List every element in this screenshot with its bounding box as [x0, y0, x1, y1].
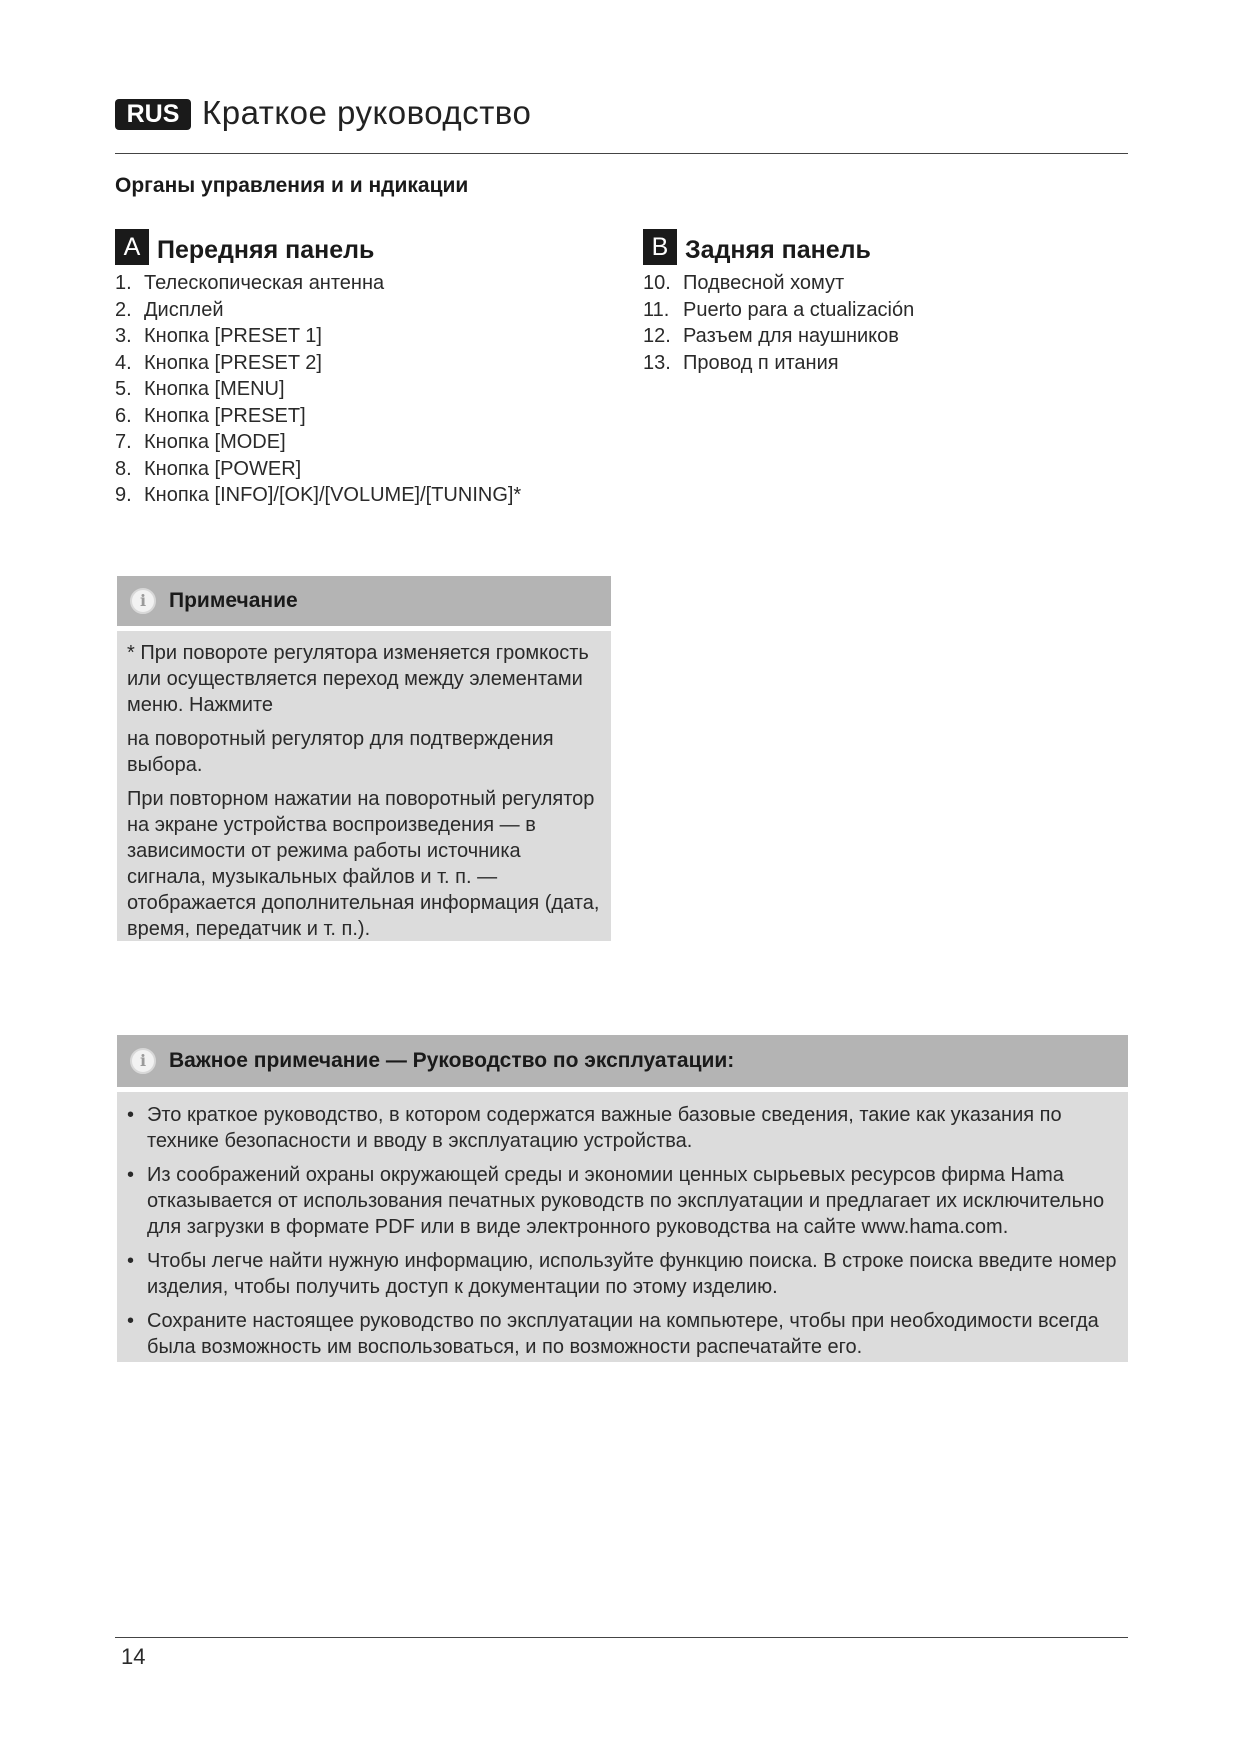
list-item-number: 11. [643, 298, 670, 321]
note-header [117, 576, 611, 626]
front-panel-section [115, 228, 635, 509]
list-item-label: Телескопическая антенна [144, 272, 385, 294]
important-note-body [117, 1092, 1128, 1362]
list-item [115, 350, 635, 377]
back-panel-section [643, 228, 1123, 376]
header-divider [115, 153, 1128, 154]
list-item-label: Кнопка [INFO]/[OK]/[VOLUME]/[TUNING]* [144, 484, 522, 506]
list-item-number: 9. [115, 484, 132, 506]
list-item [115, 376, 635, 403]
front-panel-list [115, 270, 635, 509]
list-item-number: 5. [115, 378, 132, 400]
list-item-label: Дисплей [144, 298, 224, 321]
info-icon: i [130, 1048, 156, 1074]
list-item [643, 323, 1123, 350]
important-note-item [127, 1248, 1118, 1300]
page-header [115, 92, 1128, 152]
note-title: Примечание [169, 589, 298, 612]
note-body [117, 631, 611, 941]
list-item [643, 270, 1123, 297]
list-item [115, 482, 635, 509]
note-box [117, 576, 611, 941]
list-item [643, 297, 1123, 324]
list-item-number: 1. [115, 272, 132, 294]
front-panel-title: Передняя панель [157, 235, 375, 264]
back-panel-title: Задняя панель [685, 235, 871, 264]
list-item-label: Кнопка [MENU] [144, 378, 285, 400]
note-paragraph: * При повороте регулятора изменяется громкость или осуществляется переход между элементами меню. Нажмите [127, 642, 589, 716]
bullet-marker: • [127, 1164, 135, 1186]
list-item-label: Кнопка [POWER] [144, 457, 302, 480]
important-note-header [117, 1035, 1128, 1087]
front-panel-heading [115, 228, 635, 266]
important-note-list [127, 1102, 1118, 1360]
list-item-number: 3. [115, 325, 132, 347]
important-note-item-text: Это краткое руководство, в котором содержатся важные базовые сведения, такие как указания по технике безопасности и вводу в эксплуатацию устройства. [147, 1104, 1062, 1152]
important-note-item-text: Чтобы легче найти нужную информацию, используйте функцию поиска. В строке поиска введите номер изделия, чтобы получить доступ к документации по этому изделию. [147, 1250, 1117, 1298]
list-item-number: 4. [115, 351, 132, 374]
list-item-number: 7. [115, 431, 132, 453]
list-item-label: Кнопка [MODE] [144, 431, 286, 453]
important-note-box [117, 1035, 1128, 1362]
list-item-label: Кнопка [PRESET] [144, 404, 306, 427]
list-item-label: Провод п итания [683, 351, 839, 374]
important-note-title: Важное примечание — Руководство по эксплуатации: [169, 1049, 735, 1072]
list-item-number: 13. [643, 351, 671, 374]
page-number: 14 [121, 1644, 146, 1669]
list-item [115, 323, 635, 350]
section-heading: Органы управления и и ндикации [115, 174, 469, 197]
list-item [115, 297, 635, 324]
list-item-label: Кнопка [PRESET 1] [144, 325, 322, 347]
bullet-marker: • [127, 1250, 135, 1272]
info-icon: i [130, 588, 156, 614]
important-note-item [127, 1102, 1118, 1154]
list-item-label: Puerto para a ctualización [683, 298, 915, 321]
list-item-number: 10. [643, 272, 671, 294]
list-item [115, 403, 635, 430]
bullet-marker: • [127, 1104, 135, 1126]
list-item-label: Кнопка [PRESET 2] [144, 351, 322, 374]
back-panel-letter-badge: B [643, 229, 677, 265]
note-paragraph: на поворотный регулятор для подтверждения выбора. [127, 728, 554, 776]
front-panel-letter-badge: A [115, 229, 149, 265]
list-item-label: Подвесной хомут [683, 272, 845, 294]
important-note-item-text: Сохраните настоящее руководство по эксплуатации на компьютере, чтобы при необходимости всегда была возможность им воспользоваться, и по возможности распечатайте его. [147, 1310, 1099, 1358]
important-note-item [127, 1308, 1118, 1360]
back-panel-heading [643, 228, 1123, 266]
footer-divider [115, 1637, 1128, 1638]
list-item [643, 350, 1123, 377]
list-item-number: 8. [115, 457, 132, 480]
note-paragraph: При повторном нажатии на поворотный регулятор на экране устройства воспроизведения — в зависимости от режима работы источника сигнала, музыкальных файлов и т. п. — отображается дополнительная информация (дата, время, передатчик и т. п.). [127, 788, 600, 940]
list-item [115, 270, 635, 297]
page-title: Краткое руководство [202, 94, 532, 131]
language-badge: RUS [115, 99, 191, 130]
list-item-number: 6. [115, 404, 132, 427]
list-item-number: 2. [115, 298, 132, 321]
important-note-item-text: Из соображений охраны окружающей среды и экономии ценных сырьевых ресурсов фирма Hama отказывается от использования печатных руководств по эксплуатации и предлагает их исключительно для загрузки в формате PDF или в виде электронного руководства на сайте www.hama.com. [147, 1164, 1105, 1238]
list-item [115, 456, 635, 483]
important-note-item [127, 1162, 1118, 1240]
list-item [115, 429, 635, 456]
list-item-label: Разъем для наушников [683, 325, 899, 347]
list-item-number: 12. [643, 325, 671, 347]
back-panel-list [643, 270, 1123, 376]
bullet-marker: • [127, 1310, 135, 1332]
